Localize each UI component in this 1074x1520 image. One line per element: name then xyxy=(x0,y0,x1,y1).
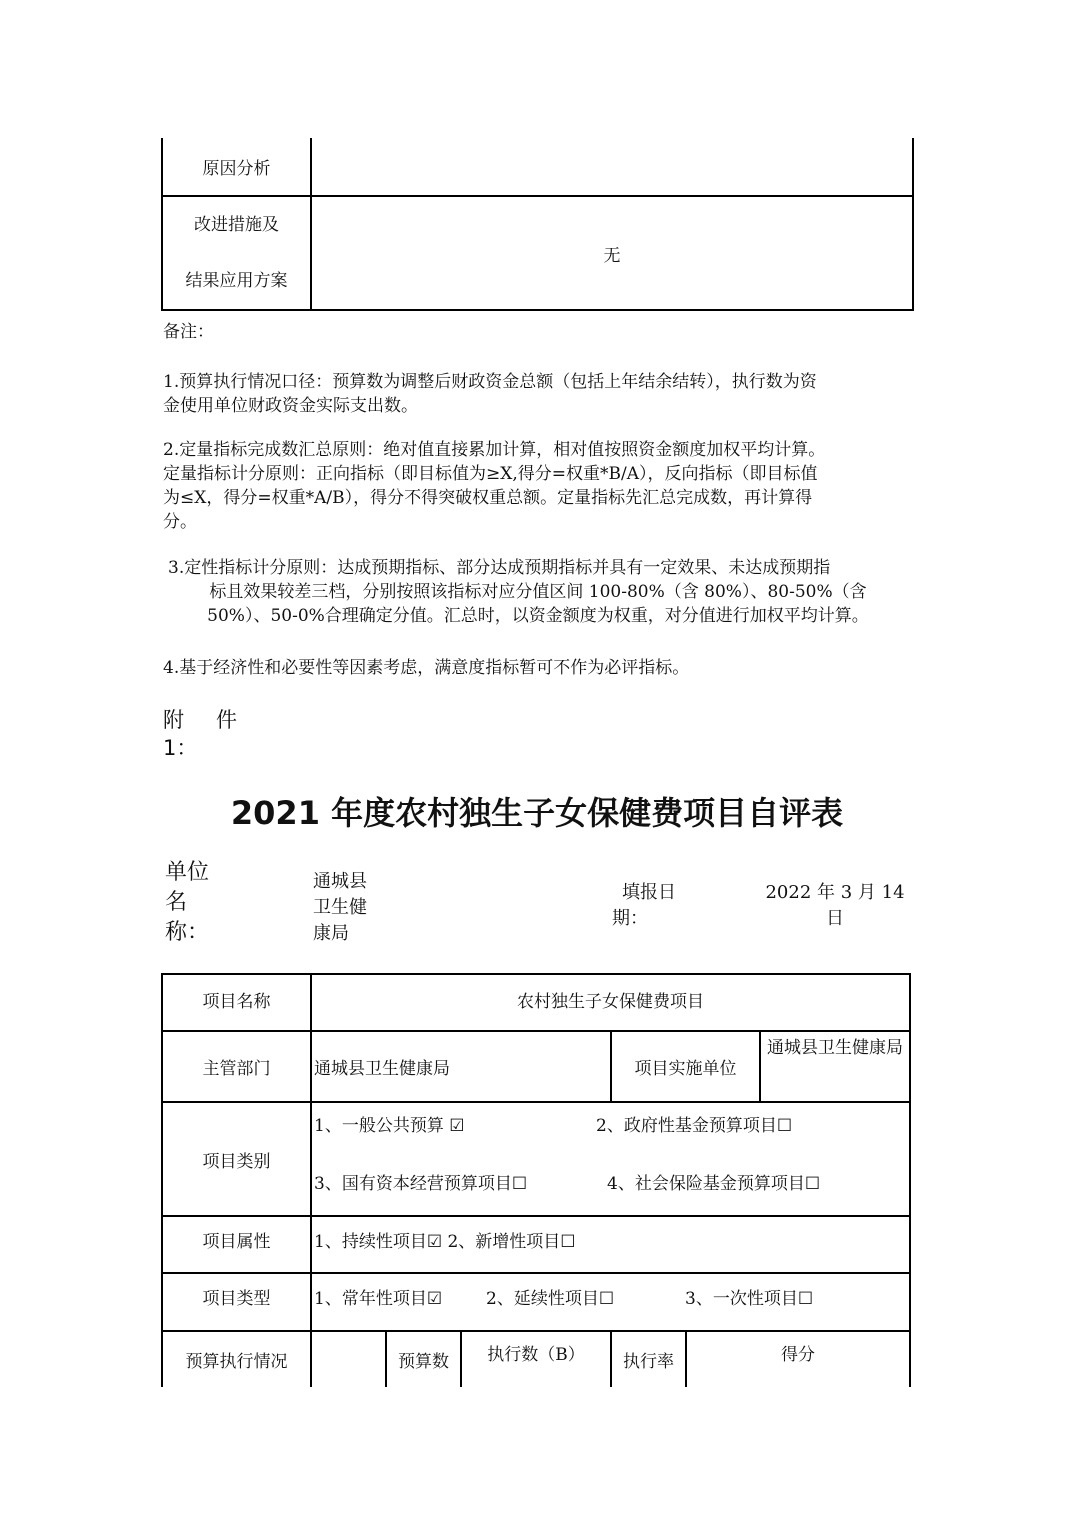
date-value xyxy=(765,880,905,932)
budget-col-executed: 执行数（B） xyxy=(461,1331,611,1387)
impl-value: 通城县卫生健康局 xyxy=(760,1031,910,1102)
type-annual: 1、常年性项目☑ xyxy=(314,1289,443,1309)
note-4: 4.基于经济性和必要性等因素考虑，满意度指标暂可不作为必评指标。 xyxy=(163,658,690,678)
attachment-number: 1： xyxy=(163,736,198,760)
note-3-line2: 标且效果较差三档，分别按照该指标对应分值区间 100-80%（含 80%）、80-50%（含 xyxy=(209,582,867,602)
type-options xyxy=(311,1273,910,1331)
date-label xyxy=(612,880,676,932)
attachment-char-1: 附 xyxy=(163,708,184,732)
note-2-line2: 定量指标计分原则：正向指标（即目标值为≥X,得分=权重*B/A），反向指标（即目标值 xyxy=(163,464,818,484)
improve-label-line1: 改进措施及 xyxy=(194,215,279,235)
improve-value: 无 xyxy=(311,196,913,310)
notes-heading: 备注： xyxy=(163,322,214,342)
date-value-line1: 2022 年 3 月 14 xyxy=(765,882,905,903)
date-label-line1: 填报日 xyxy=(622,882,676,903)
type-one-time: 3、一次性项目☐ xyxy=(685,1289,814,1309)
project-name-label: 项目名称 xyxy=(162,974,311,1031)
attachment-label xyxy=(163,706,237,762)
category-gov-fund: 2、政府性基金预算项目☐ xyxy=(596,1116,793,1136)
unit-label xyxy=(165,858,209,948)
attr-label: 项目属性 xyxy=(162,1216,311,1273)
category-options xyxy=(311,1102,910,1216)
project-name-value: 农村独生子女保健费项目 xyxy=(311,974,910,1031)
category-label: 项目类别 xyxy=(162,1102,311,1216)
reason-label xyxy=(162,138,311,196)
unit-value xyxy=(313,869,367,947)
note-2-line1: 2.定量指标完成数汇总原则：绝对值直接累加计算，相对值按照资金额度加权平均计算。 xyxy=(163,440,826,460)
type-continuing: 2、延续性项目☐ xyxy=(486,1289,615,1309)
note-2-line3: 为≤X，得分=权重*A/B），得分不得突破权重总额。定量指标先汇总完成数，再计算得 xyxy=(163,488,813,508)
page-title: 2021 年度农村独生子女保健费项目自评表 xyxy=(230,794,844,832)
dept-value: 通城县卫生健康局 xyxy=(311,1031,611,1102)
unit-label-line2: 名 xyxy=(165,890,188,915)
unit-value-line1: 通城县 xyxy=(313,871,367,892)
date-value-line2: 日 xyxy=(826,908,844,929)
date-label-line2: 期： xyxy=(612,908,648,929)
note-2 xyxy=(163,438,825,534)
attr-value: 1、持续性项目☑ 2、新增性项目☐ xyxy=(311,1216,910,1273)
unit-label-line1: 单位 xyxy=(165,860,210,885)
improve-label-line2: 结果应用方案 xyxy=(185,271,288,291)
category-social-insurance: 4、社会保险基金预算项目☐ xyxy=(607,1174,821,1194)
note-1-line1: 1.预算执行情况口径：预算数为调整后财政资金总额（包括上年结余结转），执行数为资 xyxy=(163,372,817,392)
dept-label: 主管部门 xyxy=(162,1031,311,1102)
note-3 xyxy=(168,556,908,628)
top-table xyxy=(161,138,914,311)
budget-col-score: 得分 xyxy=(686,1331,910,1387)
note-1 xyxy=(163,370,817,418)
category-general-budget: 1、一般公共预算 ☑ xyxy=(314,1116,465,1136)
note-3-line3: 50%）、50-0%合理确定分值。汇总时，以资金额度为权重，对分值进行加权平均计算。 xyxy=(207,606,869,626)
reason-label-text: 原因分析 xyxy=(202,159,271,179)
impl-label: 项目实施单位 xyxy=(611,1031,760,1102)
note-3-line1: 3.定性指标计分原则：达成预期指标、部分达成预期指标并具有一定效果、未达成预期指 xyxy=(168,558,831,578)
budget-label: 预算执行情况 xyxy=(162,1331,311,1387)
unit-value-line2: 卫生健 xyxy=(313,897,367,918)
attachment-char-2: 件 xyxy=(216,708,237,732)
main-table xyxy=(161,973,911,1387)
budget-col-rate: 执行率 xyxy=(611,1331,686,1387)
reason-value xyxy=(311,138,913,196)
type-label: 项目类型 xyxy=(162,1273,311,1331)
unit-value-line3: 康局 xyxy=(313,923,349,944)
note-2-line4: 分。 xyxy=(163,512,197,532)
note-1-line2: 金使用单位财政资金实际支出数。 xyxy=(163,396,418,416)
improve-label xyxy=(162,196,311,310)
budget-col-budget: 预算数 xyxy=(386,1331,461,1387)
unit-label-line3: 称： xyxy=(165,920,210,945)
budget-col-blank xyxy=(311,1331,386,1387)
category-state-capital: 3、国有资本经营预算项目☐ xyxy=(314,1174,528,1194)
